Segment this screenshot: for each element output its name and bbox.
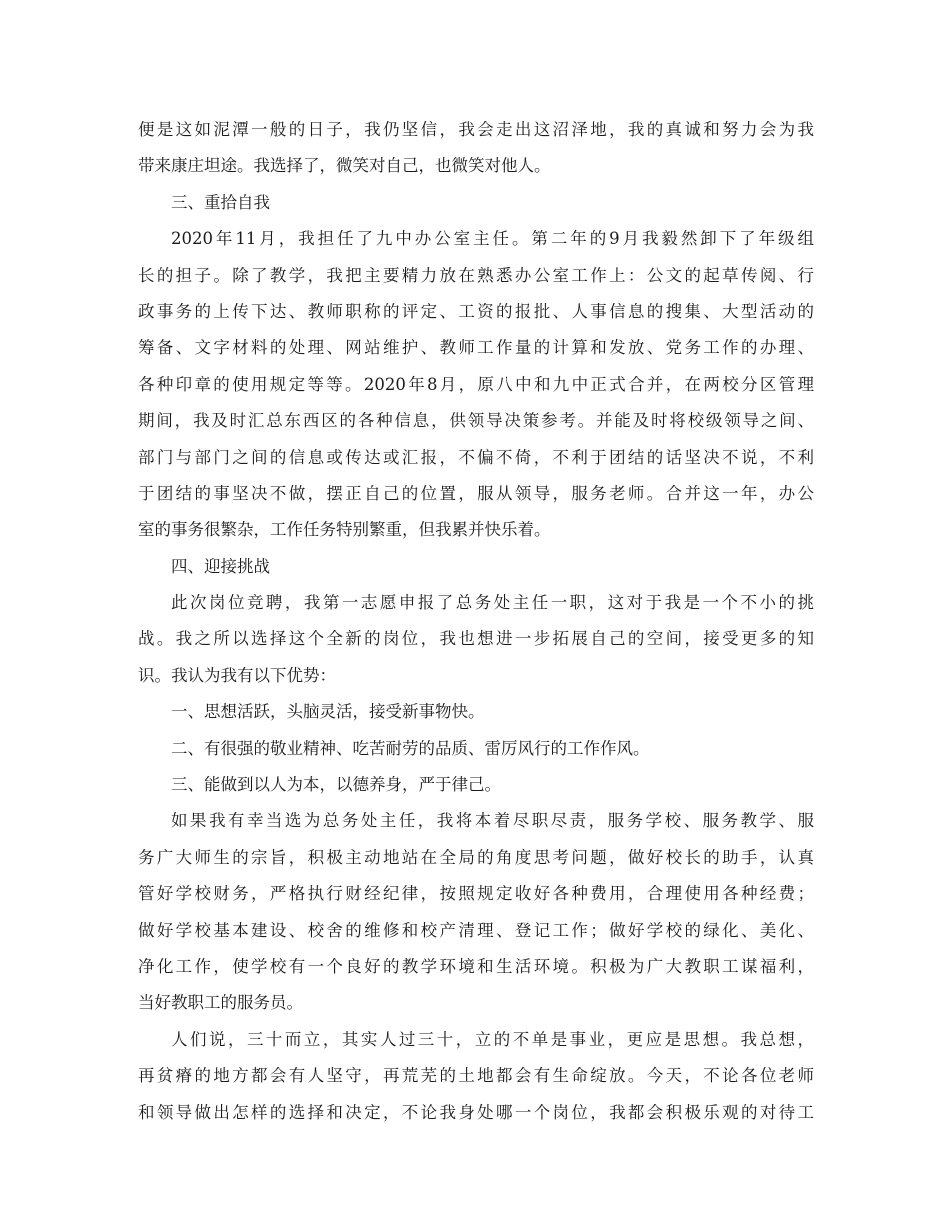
text-line: 三、能做到以人为本，以德养身，严于律己。: [171, 775, 501, 795]
document-body: [138, 112, 814, 1131]
text-line: 于团结的事坚决不做，摆正自己的位置，服从领导，服务老师。合并这一年，办公: [138, 483, 814, 503]
text-line: 四、迎接挑战: [171, 556, 270, 576]
text-line: 务广大师生的宗旨，积极主动地站在全局的角度思考问题，做好校长的助手，认真: [138, 847, 814, 867]
text-line: 筹备、文字材料的处理、网站维护、教师工作量的计算和发放、党务工作的办理、: [138, 338, 814, 358]
text-line: 二、有很强的敬业精神、吃苦耐劳的品质、雷厉风行的工作作风。: [171, 738, 650, 758]
text-line: 再贫瘠的地方都会有人坚守，再荒芜的土地都会有生命绽放。今天，不论各位老师: [138, 1066, 814, 1086]
text-line: 部门与部门之间的信息或传达或汇报，不偏不倚，不利于团结的话坚决不说，不利: [138, 447, 814, 467]
text-line: 识。我认为我有以下优势：: [138, 665, 336, 685]
text-line: 政事务的上传下达、教师职称的评定、工资的报批、人事信息的搜集、大型活动的: [138, 301, 814, 321]
text-line: 和领导做出怎样的选择和决定，不论我身处哪一个岗位，我都会积极乐观的对待工: [138, 1102, 814, 1122]
text-line: 管好学校财务，严格执行财经纪律，按照规定收好各种费用，合理使用各种经费；: [138, 884, 814, 904]
text-line: 一、思想活跃，头脑灵活，接受新事物快。: [171, 702, 485, 722]
text-line: 2020年11月，我担任了九中办公室主任。第二年的9月我毅然卸下了年级组: [171, 229, 814, 249]
text-line: 人们说，三十而立，其实人过三十，立的不单是事业，更应是思想。我总想，: [171, 1029, 814, 1049]
text-line: 各种印章的使用规定等等。2020年8月，原八中和九中正式合并，在两校分区管理: [138, 374, 814, 394]
text-line: 做好学校基本建设、校舍的维修和校产清理、登记工作；做好学校的绿化、美化、: [138, 920, 814, 940]
text-line: 长的担子。除了教学，我把主要精力放在熟悉办公室工作上：公文的起草传阅、行: [138, 265, 814, 285]
text-line: 战。我之所以选择这个全新的岗位，我也想进一步拓展自己的空间，接受更多的知: [138, 629, 814, 649]
text-line: 净化工作，使学校有一个良好的教学环境和生活环境。积极为广大教职工谋福利，: [138, 956, 814, 976]
text-line: 室的事务很繁杂，工作任务特别繁重，但我累并快乐着。: [138, 520, 551, 540]
text-line: 便是这如泥潭一般的日子，我仍坚信，我会走出这沼泽地，我的真诚和努力会为我: [138, 120, 814, 139]
text-line: 此次岗位竞聘，我第一志愿申报了总务处主任一职，这对于我是一个不小的挑: [171, 593, 814, 613]
text-line: 带来康庄坦途。我选择了，微笑对自己，也微笑对他人。: [138, 156, 551, 176]
text-line: 当好教职工的服务员。: [138, 993, 303, 1013]
text-line: 期间，我及时汇总东西区的各种信息，供领导决策参考。并能及时将校级领导之间、: [138, 411, 814, 431]
text-line: 三、重拾自我: [171, 192, 270, 212]
text-line: 如果我有幸当选为总务处主任，我将本着尽职尽责，服务学校、服务教学、服: [171, 811, 814, 831]
